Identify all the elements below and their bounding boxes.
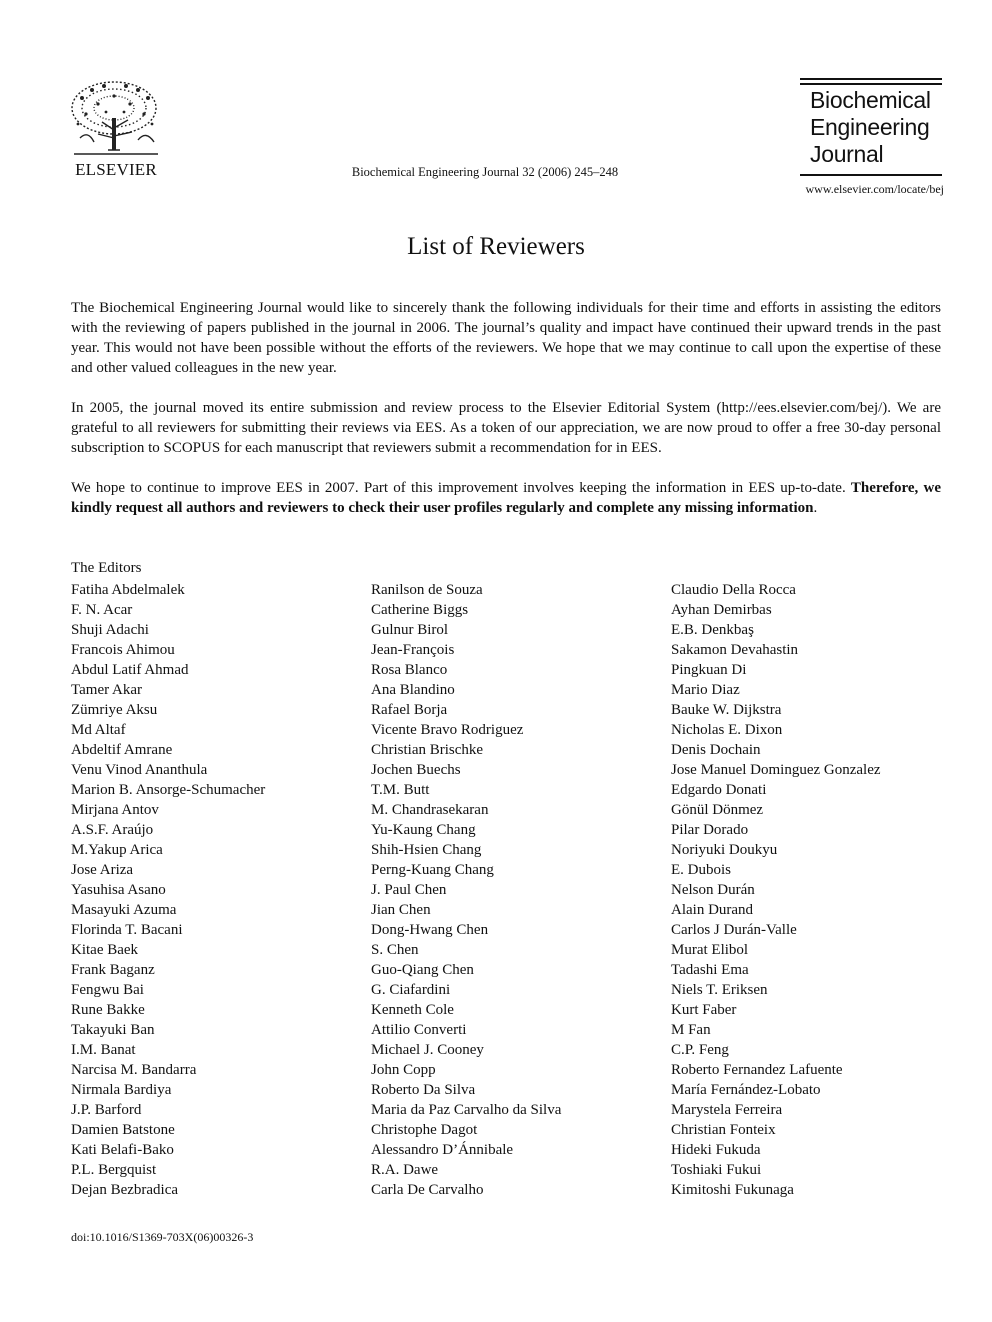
reviewer-name: Catherine Biggs [371, 602, 469, 618]
reviewer-name: Guo-Qiang Chen [371, 962, 474, 978]
request-paragraph [71, 478, 941, 518]
reviewer-name: Jean-François [371, 642, 455, 658]
reviewer-name: Rune Bakke [71, 1002, 145, 1018]
request-text: We hope to continue to improve EES in 2007. Part of this improvement involves keeping the information in EES up-to-date. [71, 480, 851, 496]
reviewer-name: Shih-Hsien Chang [371, 842, 482, 858]
reviewer-column-2 [371, 580, 561, 1200]
reviewer-name: Murat Elibol [671, 942, 749, 958]
reviewer-name: S. Chen [371, 942, 419, 958]
reviewer-name: F. N. Acar [71, 602, 133, 618]
journal-logo-rule [800, 83, 942, 85]
editors-signature: The Editors [71, 560, 142, 576]
reviewer-name: Claudio Della Rocca [671, 582, 796, 598]
reviewer-name: C.P. Feng [671, 1042, 729, 1058]
page-header [0, 0, 992, 200]
reviewer-column-3 [671, 580, 881, 1200]
reviewer-name: Toshiaki Fukui [671, 1162, 762, 1178]
reviewer-name: Alessandro D’Ánnibale [371, 1142, 514, 1158]
reviewer-name: Kitae Baek [71, 942, 139, 958]
reviewer-name: Rosa Blanco [371, 662, 448, 678]
reviewer-name: T.M. Butt [371, 782, 430, 798]
reviewer-name: Yasuhisa Asano [71, 882, 166, 898]
reviewer-name: Noriyuki Doukyu [671, 842, 778, 858]
reviewer-name: Damien Batstone [71, 1122, 175, 1138]
reviewer-name: Rafael Borja [371, 702, 448, 718]
reviewer-name: Kimitoshi Fukunaga [671, 1182, 794, 1198]
reviewer-name: Michael J. Cooney [371, 1042, 484, 1058]
reviewer-name: Christian Fonteix [671, 1122, 776, 1138]
reviewer-name: Pingkuan Di [671, 662, 747, 678]
reviewer-name: Jochen Buechs [371, 762, 461, 778]
journal-logo-rule [800, 174, 942, 176]
intro-paragraph: The Biochemical Engineering Journal would like to sincerely thank the following individuals for their time and efforts in assisting the editors with the reviewing of papers published in the journal in 2006. The journal’s quality and impact have continued their upward trends in the past year. This would not have been possible without the efforts of the reviewers. We hope that we may continue to call upon the expertise of these and other valued colleagues in the new year. [71, 300, 941, 376]
reviewer-name: Gönül Dönmez [671, 802, 764, 818]
reviewer-name: Attilio Converti [371, 1022, 467, 1038]
reviewer-name: J.P. Barford [71, 1102, 142, 1118]
reviewer-name: Shuji Adachi [71, 622, 149, 638]
reviewer-name: John Copp [371, 1062, 436, 1078]
reviewer-name: Mario Diaz [671, 682, 740, 698]
reviewer-name: Nirmala Bardiya [71, 1082, 172, 1098]
reviewer-name: J. Paul Chen [371, 882, 447, 898]
reviewer-name: Francois Ahimou [71, 642, 175, 658]
journal-logo-line: Biochemical [810, 87, 931, 113]
reviewer-name: Yu-Kaung Chang [371, 822, 476, 838]
journal-logo-rule [800, 78, 942, 80]
reviewer-name: Ayhan Demirbas [671, 602, 772, 618]
reviewer-name: Carlos J Durán-Valle [671, 922, 797, 938]
reviewer-name: M Fan [671, 1022, 711, 1038]
journal-url[interactable]: www.elsevier.com/locate/bej [805, 182, 944, 196]
reviewer-name: Venu Vinod Ananthula [71, 762, 208, 778]
ees-paragraph: In 2005, the journal moved its entire submission and review process to the Elsevier Editorial System (http://ees.elsevier.com/bej/). We are grateful to all reviewers for submitting their reviews via EES. As a token of our appreciation, we are now proud to offer a free 30-day personal subscription to SCOPUS for each manuscript that reviewers submit a recommendation for in EES. [71, 400, 941, 456]
reviewer-name: Denis Dochain [671, 742, 761, 758]
journal-logo-line: Engineering [810, 114, 930, 140]
reviewer-name: Perng-Kuang Chang [371, 862, 494, 878]
reviewer-name: A.S.F. Araújo [71, 822, 154, 838]
reviewer-name: Gulnur Birol [371, 622, 449, 638]
reviewer-name: Abdul Latif Ahmad [71, 662, 189, 678]
reviewer-name: P.L. Bergquist [71, 1162, 157, 1178]
journal-citation: Biochemical Engineering Journal 32 (2006) 245–248 [351, 165, 619, 179]
reviewer-name: Ranilson de Souza [371, 582, 483, 598]
reviewer-name: Roberto Fernandez Lafuente [671, 1062, 843, 1078]
page-title: List of Reviewers [407, 233, 585, 260]
reviewer-name: Frank Baganz [71, 962, 155, 978]
journal-logo [800, 78, 946, 182]
reviewer-name: M. Chandrasekaran [371, 802, 489, 818]
reviewer-name: Abdeltif Amrane [71, 742, 173, 758]
reviewer-name: Zümriye Aksu [71, 702, 158, 718]
reviewer-name: Nicholas E. Dixon [671, 722, 783, 738]
doi: doi:10.1016/S1369-703X(06)00326-3 [71, 1230, 254, 1244]
request-bold-text: Therefore, we kindly request all authors and reviewers to check their user profiles regularly and complete any missing information [71, 480, 941, 516]
publisher-name: ELSEVIER [75, 160, 157, 179]
reviewer-name: Roberto Da Silva [371, 1082, 476, 1098]
reviewer-name: R.A. Dawe [371, 1162, 439, 1178]
reviewer-name: Fatiha Abdelmalek [71, 582, 185, 598]
reviewer-name: Jose Manuel Dominguez Gonzalez [671, 762, 881, 778]
reviewer-name: Fengwu Bai [71, 982, 144, 998]
reviewer-name: Jose Ariza [71, 862, 134, 878]
reviewer-name: G. Ciafardini [371, 982, 451, 998]
reviewer-name: Vicente Bravo Rodriguez [371, 722, 524, 738]
reviewer-name: E.B. Denkbaş [671, 622, 754, 638]
journal-logo-line: Journal [810, 141, 884, 167]
request-end: . [813, 500, 818, 516]
reviewer-name: Takayuki Ban [71, 1022, 155, 1038]
reviewer-name: I.M. Banat [71, 1042, 136, 1058]
reviewer-name: Edgardo Donati [671, 782, 767, 798]
reviewer-name: Maria da Paz Carvalho da Silva [371, 1102, 562, 1118]
reviewer-name: Hideki Fukuda [671, 1142, 761, 1158]
reviewer-name: Narcisa M. Bandarra [71, 1062, 197, 1078]
reviewer-name: Christophe Dagot [371, 1122, 478, 1138]
reviewer-name: Kati Belafi-Bako [71, 1142, 174, 1158]
reviewer-name: Ana Blandino [371, 682, 455, 698]
reviewer-name: Alain Durand [671, 902, 754, 918]
reviewer-name: Md Altaf [71, 722, 126, 738]
reviewer-name: Nelson Durán [671, 882, 755, 898]
reviewer-name: Tadashi Ema [671, 962, 749, 978]
reviewer-name: M.Yakup Arica [71, 842, 163, 858]
reviewer-name: Masayuki Azuma [71, 902, 177, 918]
reviewer-name: Marion B. Ansorge-Schumacher [71, 782, 266, 798]
journal-logo-text [810, 87, 931, 168]
reviewer-name: Niels T. Eriksen [671, 982, 768, 998]
reviewer-name: Florinda T. Bacani [71, 922, 183, 938]
reviewer-name: Kurt Faber [671, 1002, 737, 1018]
reviewer-name: Pilar Dorado [671, 822, 749, 838]
reviewer-column-1 [71, 580, 265, 1200]
reviewer-name: E. Dubois [671, 862, 731, 878]
reviewer-name: Christian Brischke [371, 742, 484, 758]
reviewer-name: Tamer Akar [71, 682, 143, 698]
reviewer-name: Kenneth Cole [371, 1002, 454, 1018]
reviewer-name: María Fernández-Lobato [671, 1082, 821, 1098]
reviewer-name: Dejan Bezbradica [71, 1182, 179, 1198]
reviewer-name: Marystela Ferreira [671, 1102, 783, 1118]
reviewer-name: Jian Chen [371, 902, 431, 918]
reviewer-name: Carla De Carvalho [371, 1182, 484, 1198]
reviewer-name: Sakamon Devahastin [671, 642, 799, 658]
reviewer-name: Mirjana Antov [71, 802, 159, 818]
reviewer-name: Dong-Hwang Chen [371, 922, 489, 938]
reviewer-name: Bauke W. Dijkstra [671, 702, 782, 718]
